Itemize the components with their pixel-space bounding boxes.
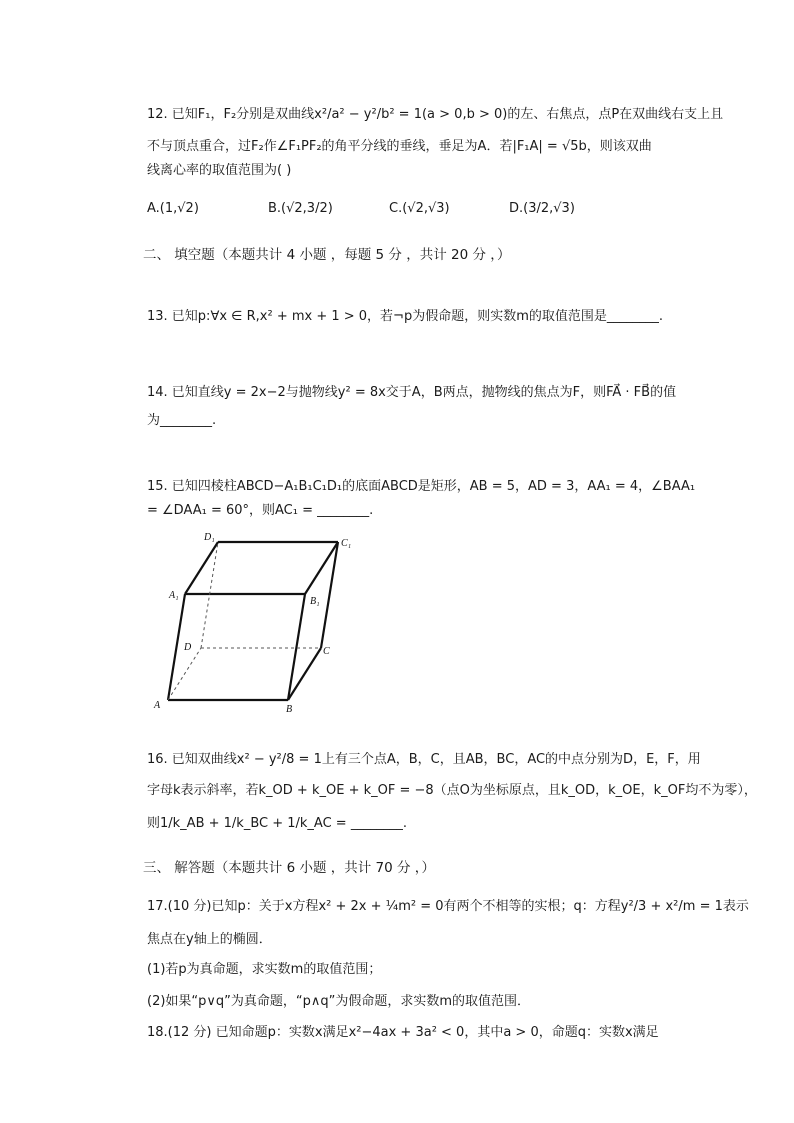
label-b1: B₁ [310,596,320,607]
q12-option-c: C.(√2,√3) [389,201,450,216]
q16-line2: 字母k表示斜率，若k_OD + k_OE + k_OF = −8（点O为坐标原点，且k_OD，k_OE，k_OF均不为零）， [147,783,757,798]
q15-line2: = ∠DAA₁ = 60°，则AC₁ = ________. [147,503,374,518]
section-answer-heading: 三、 解答题（本题共计 6 小题 ，共计 70 分 ，） [143,860,436,876]
prism-figure [148,528,358,718]
prism-hidden-edges [168,542,321,700]
q12-line3: 线离心率的取值范围为( ) [147,163,292,178]
label-d1: D₁ [204,532,215,543]
q12-option-b: B.(√2,3/2) [268,201,333,216]
q14-line1: 14. 已知直线y = 2x−2与抛物线y² = 8x交于A，B两点，抛物线的焦点为F，则FA⃗ · FB⃗的值 [147,385,677,400]
q12-line2: 不与顶点重合，过F₂作∠F₁PF₂的角平分线的垂线，垂足为A．若|F₁A| = √5b，则该双曲 [147,139,652,154]
label-c: C [323,646,330,657]
q16-line1: 16. 已知双曲线x² − y²/8 = 1上有三个点A，B，C，且AB，BC，AC的中点分别为D，E，F，用 [147,752,701,767]
q17-line3: (1)若p为真命题，求实数m的取值范围； [147,962,382,977]
q17-line2: 焦点在y轴上的椭圆． [147,932,272,947]
question-13: 13. 已知p:∀x ∈ R,x² + mx + 1 > 0，若¬p为假命题，则实数m的取值范围是________. [147,309,663,324]
q12-line1: 12. 已知F₁，F₂分别是双曲线x²/a² − y²/b² = 1(a > 0,b > 0)的左、右焦点，点P在双曲线右支上且 [147,107,724,122]
q14-line2: 为________. [147,413,217,428]
q16-line3: 则1/k_AB + 1/k_BC + 1/k_AC = ________. [147,816,407,831]
section-fill-in-heading: 二、 填空题（本题共计 4 小题 ，每题 5 分 ，共计 20 分 ，） [143,247,511,263]
q17-line1: 17.(10 分)已知p：关于x方程x² + 2x + ¼m² = 0有两个不相等的实根；q：方程y²/3 + x²/m = 1表示 [147,899,749,914]
label-b: B [286,704,293,715]
label-a1: A₁ [169,590,179,601]
q15-line1: 15. 已知四棱柱ABCD−A₁B₁C₁D₁的底面ABCD是矩形，AB = 5，AD = 3，AA₁ = 4，∠BAA₁ [147,479,696,494]
label-d: D [184,642,192,653]
label-c1: C₁ [341,538,352,549]
q12-option-d: D.(3/2,√3) [509,201,575,216]
label-a: A [154,700,161,711]
question-18: 18.(12 分) 已知命题p：实数x满足x²−4ax + 3a² < 0，其中a > 0，命题q：实数x满足 [147,1025,659,1040]
q12-option-a: A.(1,√2) [147,201,199,216]
prism-solid-edges [168,542,338,700]
q17-line4: (2)如果“p∨q”为真命题，“p∧q”为假命题，求实数m的取值范围． [147,994,531,1009]
